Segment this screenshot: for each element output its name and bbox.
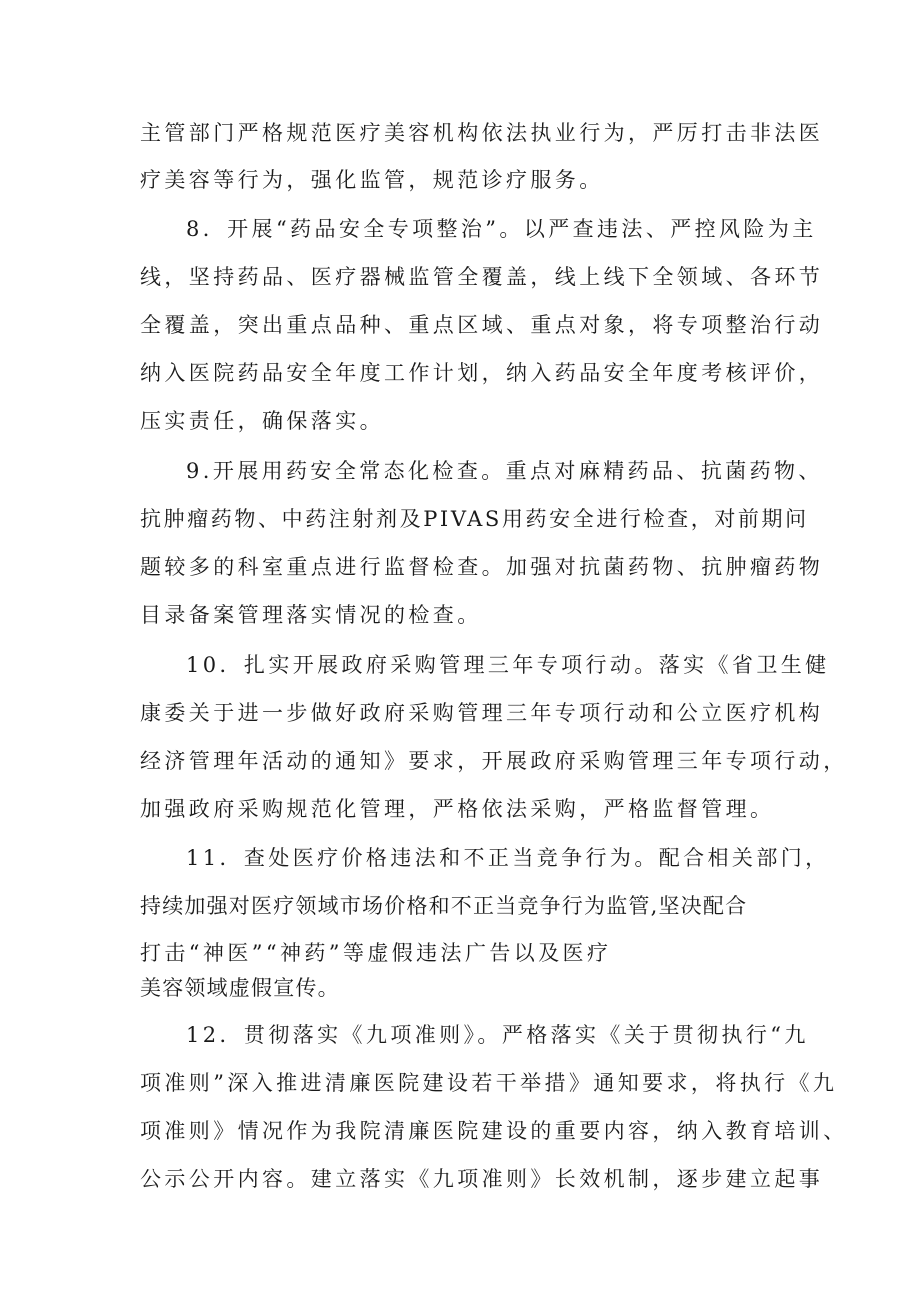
item-11-heading: 11．查处医疗价格违法和不正当竞争行为。配合相关部门， xyxy=(186,846,830,870)
body-line: 加强政府采购规范化管理，严格依法采购，严格监督管理。 xyxy=(140,797,775,821)
item-8-heading: 8．开展“药品安全专项整治”。以严查违法、严控风险为主 xyxy=(186,217,817,241)
body-line: 纳入医院药品安全年度工作计划，纳入药品安全年度考核评价， xyxy=(140,361,824,385)
item-9-heading: 9.开展用药安全常态化检查。重点对麻精药品、抗菌药物、 xyxy=(186,459,823,483)
body-line: 经济管理年活动的通知》要求，开展政府采购管理三年专项行动， xyxy=(140,749,848,773)
item-10-heading: 10．扎实开展政府采购管理三年专项行动。落实《省卫生健 xyxy=(186,653,830,677)
body-line: 主管部门严格规范医疗美容机构依法执业行为，严厉打击非法医 xyxy=(140,121,824,145)
body-line: 康委关于进一步做好政府采购管理三年专项行动和公立医疗机构 xyxy=(140,701,824,725)
body-line: 持续加强对医疗领域市场价格和不正当竞争行为监管,坚决配合 xyxy=(140,894,748,918)
body-line: 题较多的科室重点进行监督检查。加强对抗菌药物、抗肿瘤药物 xyxy=(140,555,824,579)
body-line: 公示公开内容。建立落实《九项准则》长效机制，逐步建立起事 xyxy=(140,1167,824,1191)
body-line: 美容领域虚假宣传。 xyxy=(140,976,340,1000)
body-line: 线，坚持药品、医疗器械监管全覆盖，线上线下全领域、各环节 xyxy=(140,265,824,289)
body-line: 抗肿瘤药物、中药注射剂及PIVAS用药安全进行检查，对前期问 xyxy=(140,507,809,531)
body-line: 打击“神医”“神药”等虚假违法广告以及医疗 xyxy=(140,941,612,965)
body-line: 疗美容等行为，强化监管，规范诊疗服务。 xyxy=(140,168,604,192)
body-line: 项准则》情况作为我院清廉医院建设的重要内容，纳入教育培训、 xyxy=(140,1119,848,1143)
item-12-heading: 12．贯彻落实《九项准则》。严格落实《关于贯彻执行“九 xyxy=(186,1023,809,1047)
body-line: 目录备案管理落实情况的检查。 xyxy=(140,603,482,627)
body-line: 项准则”深入推进清廉医院建设若干举措》通知要求，将执行《九 xyxy=(140,1071,838,1095)
body-line: 压实责任，确保落实。 xyxy=(140,409,384,433)
body-line: 全覆盖，突出重点品种、重点区域、重点对象，将专项整治行动 xyxy=(140,313,824,337)
